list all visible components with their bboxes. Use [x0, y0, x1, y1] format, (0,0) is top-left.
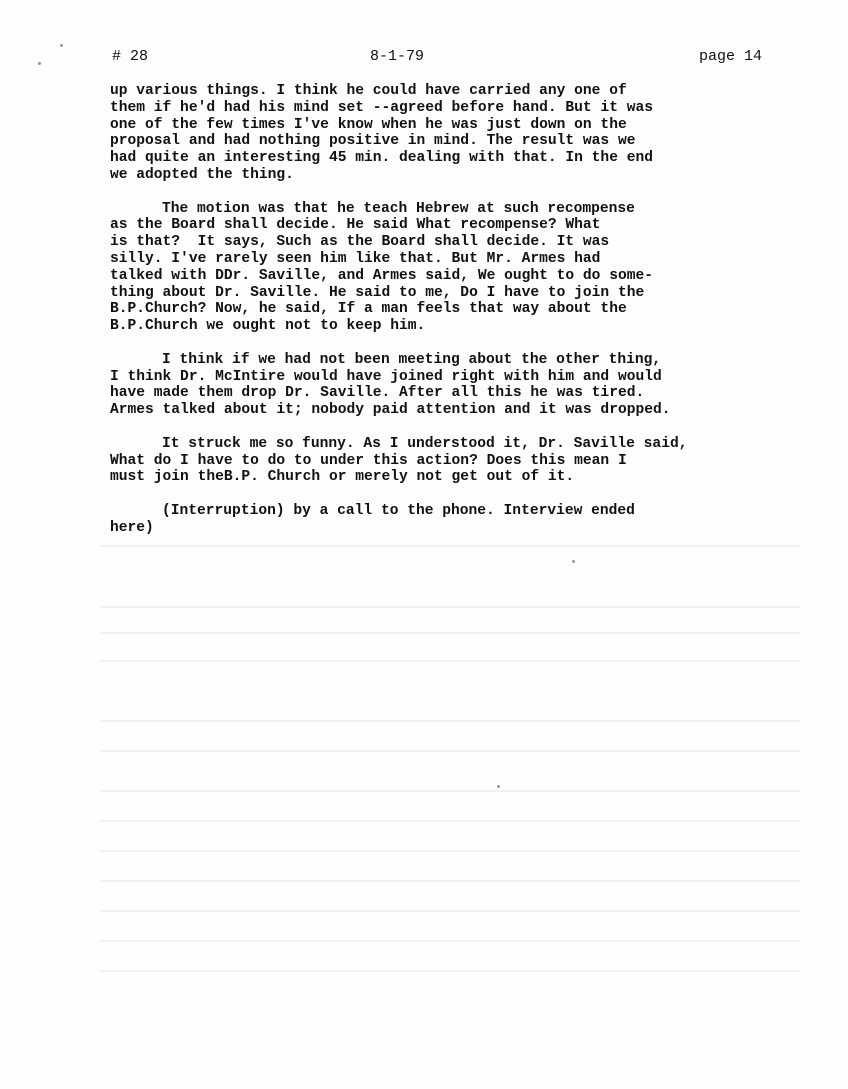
text-line: talked with DDr. Saville, and Armes said, We ought to do some- — [110, 267, 653, 284]
bleed-through-line — [100, 660, 800, 662]
text-line: I think Dr. McIntire would have joined right with him and would — [110, 368, 662, 385]
scan-speck — [497, 785, 500, 788]
bleed-through-line — [100, 720, 800, 722]
text-line: is that? It says, Such as the Board shall decide. It was — [110, 234, 610, 251]
bleed-through-line — [100, 910, 800, 912]
bleed-through-line — [100, 940, 800, 942]
text-line: What do I have to do to under this action? Does this mean I — [110, 452, 627, 469]
bleed-through-line — [100, 970, 800, 972]
bleed-through-line — [100, 880, 800, 882]
text-line: thing about Dr. Saville. He said to me, Do I have to join the — [110, 284, 645, 301]
text-line: Armes talked about it; nobody paid attention and it was dropped. — [110, 402, 671, 419]
transcript-paragraph — [110, 352, 770, 419]
text-line: It struck me so funny. As I understood it, Dr. Saville said, — [162, 435, 688, 452]
document-number: # 28 — [112, 48, 149, 65]
scan-speck — [60, 44, 63, 47]
text-line: proposal and had nothing positive in mind. The result was we — [110, 133, 636, 150]
transcript-paragraph — [110, 436, 770, 486]
scan-speck — [572, 560, 575, 563]
text-line: have made them drop Dr. Saville. After all this he was tired. — [110, 385, 645, 402]
text-line: must join theB.P. Church or merely not get out of it. — [110, 469, 575, 486]
transcript-paragraph — [110, 201, 770, 335]
transcript-paragraph — [110, 83, 770, 184]
page-header — [112, 48, 762, 68]
bleed-through-line — [100, 750, 800, 752]
text-line: up various things. I think he could have carried any one of — [110, 83, 627, 99]
bleed-through-line — [100, 606, 800, 608]
text-line: we adopted the thing. — [110, 166, 294, 183]
text-line: I think if we had not been meeting about the other thing, — [162, 351, 662, 368]
text-line: The motion was that he teach Hebrew at such recompense — [162, 200, 635, 217]
transcript-paragraph — [110, 503, 770, 537]
document-date: 8-1-79 — [370, 48, 425, 65]
text-line: as the Board shall decide. He said What recompense? What — [110, 217, 601, 234]
text-line: (Interruption) by a call to the phone. Interview ended — [162, 502, 635, 519]
text-line: B.P.Church we ought not to keep him. — [110, 318, 426, 335]
transcript-body — [110, 83, 770, 553]
bleed-through-line — [100, 850, 800, 852]
text-line: B.P.Church? Now, he said, If a man feels that way about the — [110, 301, 627, 318]
text-line: here) — [110, 519, 154, 536]
bleed-through-line — [100, 820, 800, 822]
text-line: had quite an interesting 45 min. dealing with that. In the end — [110, 150, 653, 167]
bleed-through-line — [100, 790, 800, 792]
text-line: them if he'd had his mind set --agreed before hand. But it was — [110, 99, 653, 116]
text-line: one of the few times I've know when he was just down on the — [110, 116, 627, 133]
bleed-through-line — [100, 632, 800, 634]
page-number: page 14 — [698, 48, 762, 65]
scan-speck — [38, 62, 41, 65]
text-line: silly. I've rarely seen him like that. But Mr. Armes had — [110, 250, 601, 267]
